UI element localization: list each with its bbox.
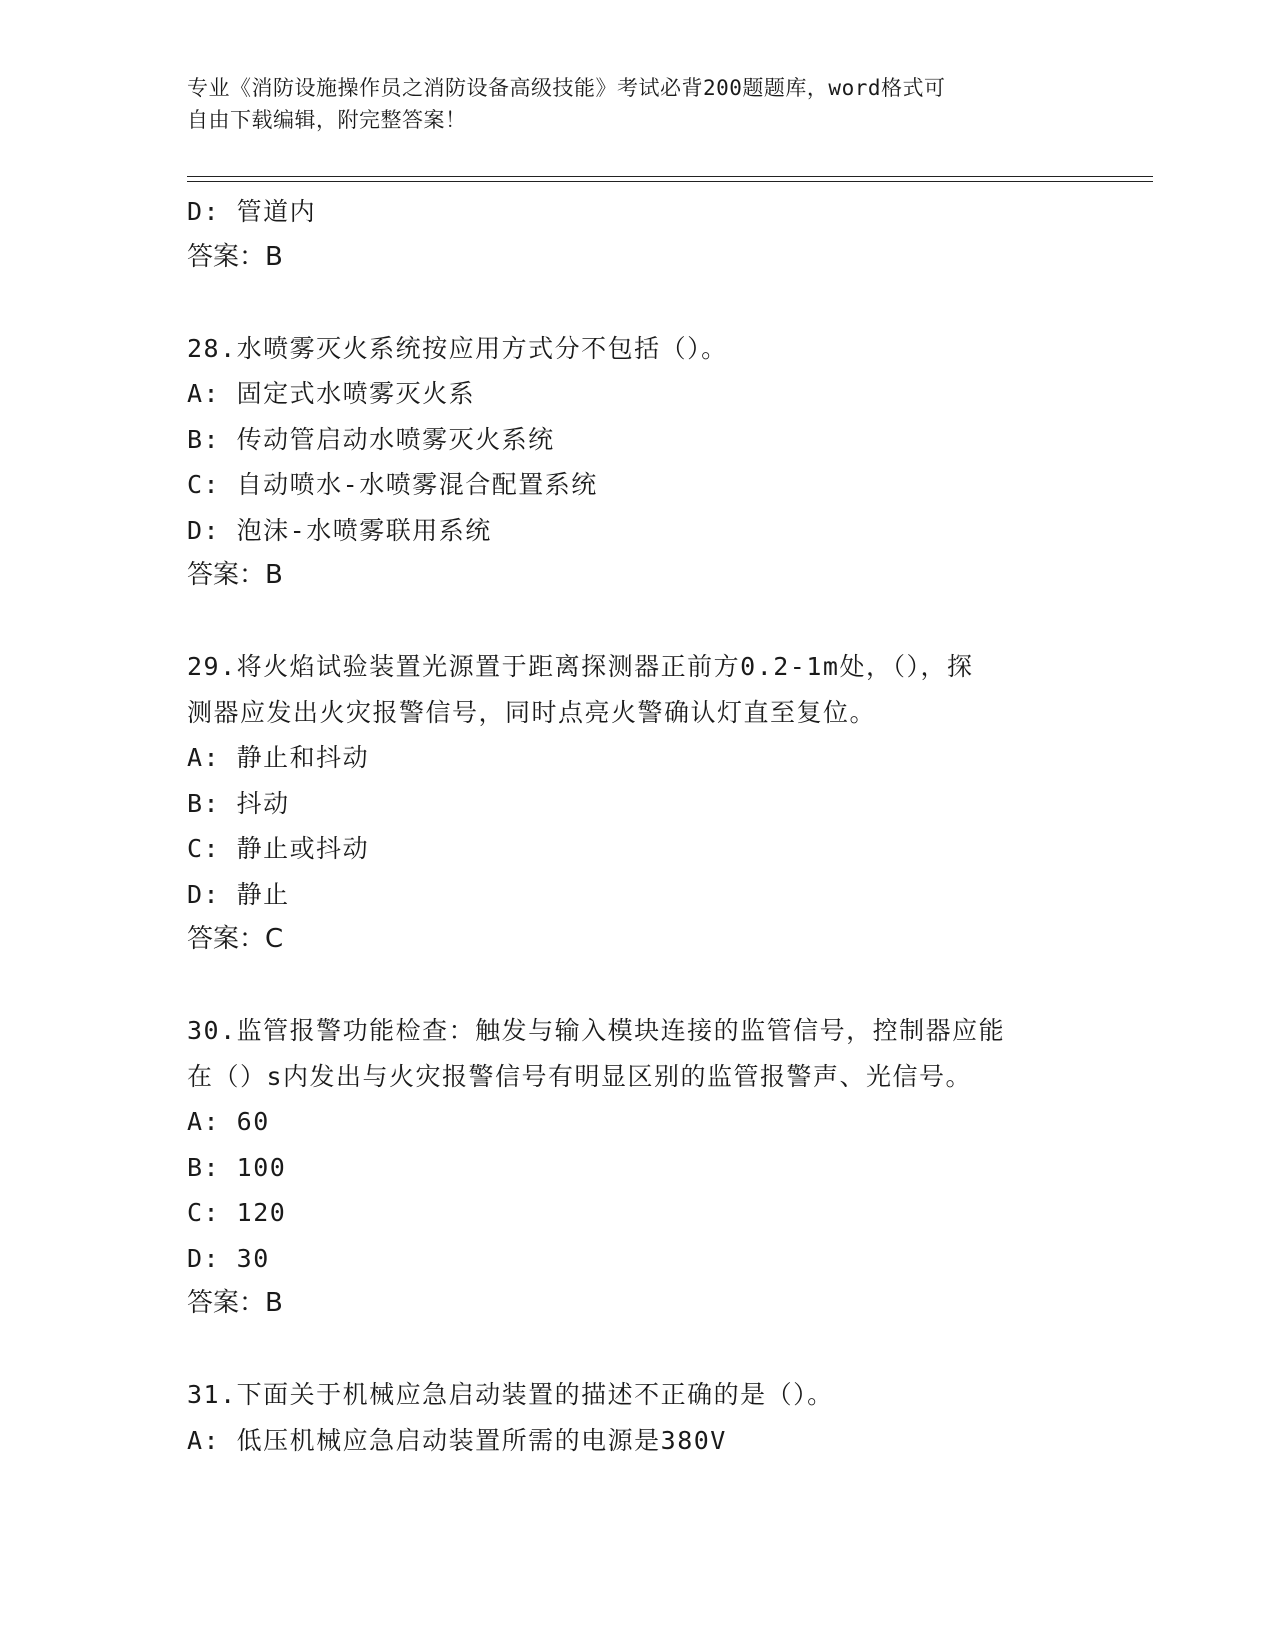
option-a: A: 静止和抖动	[187, 743, 370, 772]
option-b: B: 100	[187, 1152, 287, 1182]
document-header	[187, 72, 1087, 136]
question-31	[187, 1372, 1087, 1463]
option-d: D: 泡沫-水喷雾联用系统	[187, 515, 492, 545]
spacer	[187, 963, 1087, 1009]
option-d: D: 管道内	[187, 197, 317, 226]
answer-line: 答案：B	[187, 560, 283, 590]
option-b: B: 传动管启动水喷雾灭火系统	[187, 424, 555, 454]
question-stem: 31.下面关于机械应急启动装置的描述不正确的是（）。	[187, 1380, 834, 1409]
question-stem-continued: 测器应发出火灾报警信号，同时点亮火警确认灯直至复位。	[187, 697, 877, 727]
question-content	[187, 189, 1087, 1463]
question-stem: 28.水喷雾灭火系统按应用方式分不包括（）。	[187, 333, 728, 363]
question-stem: 29.将火焰试验装置光源置于距离探测器正前方0.2-1m处，（），探	[187, 652, 974, 681]
header-line-2: 自由下载编辑，附完整答案！	[187, 108, 467, 132]
option-c: C: 自动喷水-水喷雾混合配置系统	[187, 470, 598, 499]
option-d: D: 30	[187, 1243, 270, 1273]
header-line-1: 专业《消防设施操作员之消防设备高级技能》考试必背200题题库，word格式可	[187, 76, 946, 100]
spacer	[187, 1327, 1087, 1373]
header-rule-top	[187, 176, 1153, 177]
option-c: C: 120	[187, 1198, 287, 1227]
option-a: A: 固定式水喷雾灭火系	[187, 379, 476, 408]
option-a: A: 低压机械应急启动装置所需的电源是380V	[187, 1425, 727, 1455]
question-stem-continued: 在（）s内发出与火灾报警信号有明显区别的监管报警声、光信号。	[187, 1061, 973, 1091]
header-rule-bottom	[187, 181, 1153, 182]
option-a: A: 60	[187, 1107, 270, 1136]
question-29	[187, 644, 1087, 963]
option-b: B: 抖动	[187, 788, 290, 818]
answer-line: 答案：C	[187, 924, 284, 954]
question-28	[187, 326, 1087, 599]
option-d: D: 静止	[187, 879, 290, 909]
answer-line: 答案：B	[187, 241, 283, 272]
option-c: C: 静止或抖动	[187, 834, 370, 863]
question-30	[187, 1008, 1087, 1327]
spacer	[187, 280, 1087, 326]
spacer	[187, 599, 1087, 645]
answer-line: 答案：B	[187, 1288, 283, 1318]
question-stem: 30.监管报警功能检查：触发与输入模块连接的监管信号，控制器应能	[187, 1016, 1006, 1045]
